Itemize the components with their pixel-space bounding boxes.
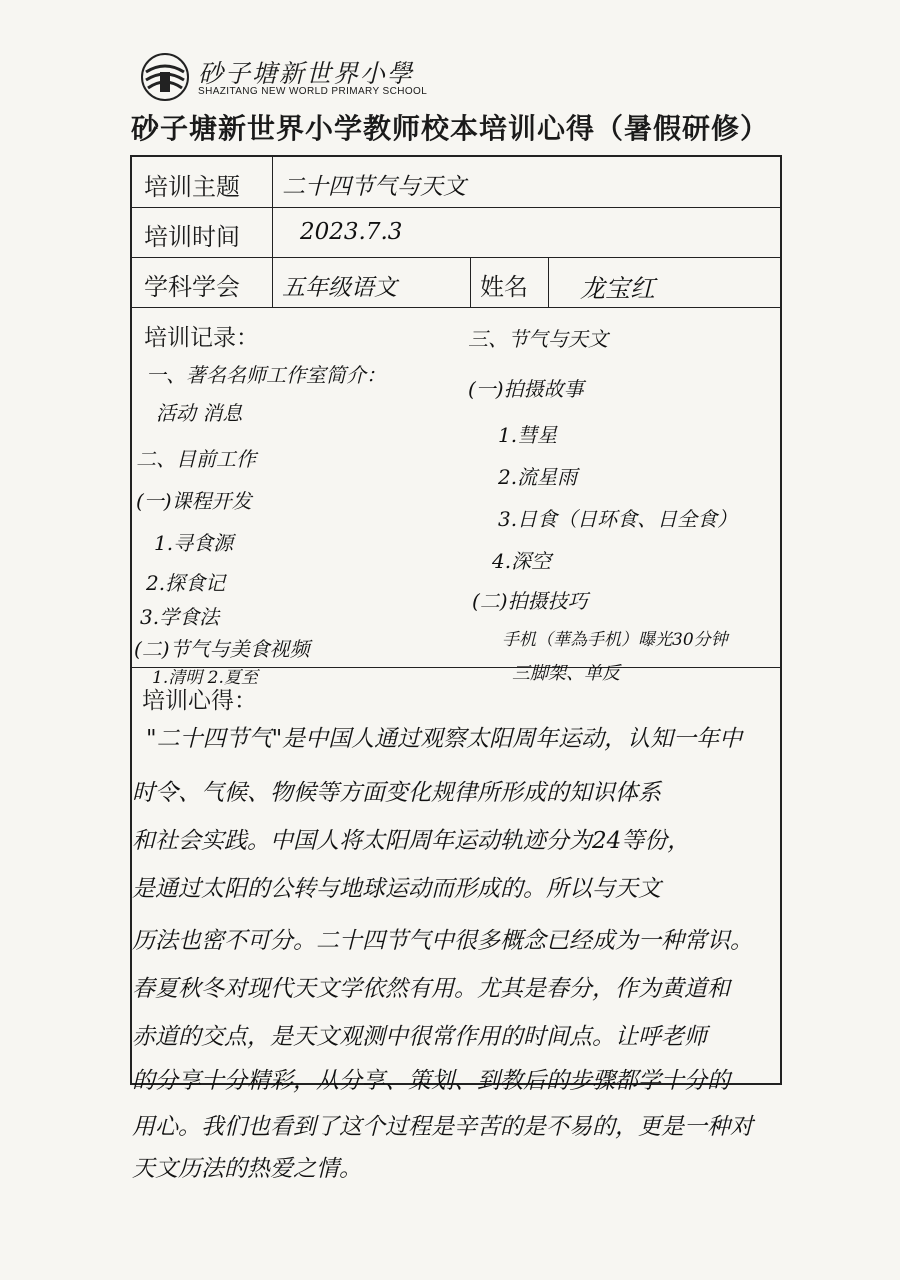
column-divider bbox=[272, 157, 273, 307]
experience-line: 用心。我们也看到了这个过程是辛苦的是不易的，更是一种对 bbox=[132, 1114, 753, 1140]
record-line: (二)拍摄技巧 bbox=[472, 589, 588, 613]
school-header bbox=[140, 48, 500, 108]
time-value: 2023.7.3 bbox=[300, 219, 403, 245]
record-line: 1.寻食源 bbox=[154, 531, 234, 555]
column-divider bbox=[548, 257, 549, 307]
record-line: (一)课程开发 bbox=[136, 489, 252, 513]
document-title: 砂子塘新世界小学教师校本培训心得（暑假研修） bbox=[130, 112, 769, 145]
record-label: 培训记录： bbox=[144, 325, 259, 351]
record-line: 4.深空 bbox=[492, 549, 552, 573]
row-divider bbox=[132, 207, 780, 208]
record-line: 1.彗星 bbox=[498, 423, 558, 447]
experience-line: 历法也密不可分。二十四节气中很多概念已经成为一种常识。 bbox=[132, 928, 753, 954]
record-line: 三脚架、单反 bbox=[512, 663, 620, 684]
row-divider bbox=[132, 307, 780, 308]
subject-value: 五年级语文 bbox=[282, 275, 397, 301]
experience-line: 时令、气候、物候等方面变化规律所形成的知识体系 bbox=[132, 780, 661, 806]
record-line: (二)节气与美食视频 bbox=[134, 637, 310, 661]
record-line: 一、著名名师工作室简介： bbox=[146, 363, 386, 387]
experience-line: 天文历法的热爱之情。 bbox=[132, 1156, 362, 1182]
record-line: 2.流星雨 bbox=[498, 465, 578, 489]
time-label: 培训时间 bbox=[144, 223, 240, 251]
experience-line: 赤道的交点，是天文观测中很常作用的时间点。让呼老师 bbox=[132, 1024, 707, 1050]
record-line: 1.清明 2.夏至 bbox=[152, 668, 258, 688]
subject-label: 学科学会 bbox=[144, 273, 240, 301]
record-line: 三、节气与天文 bbox=[468, 327, 608, 351]
school-name-cn: 砂子塘新世界小學 bbox=[198, 59, 415, 88]
experience-line: 和社会实践。中国人将太阳周年运动轨迹分为24等份， bbox=[132, 828, 691, 854]
experience-line: 春夏秋冬对现代天文学依然有用。尤其是春分，作为黄道和 bbox=[132, 976, 730, 1002]
experience-line: 的分享十分精彩，从分享、策划、到教后的步骤都学十分的 bbox=[132, 1068, 730, 1094]
topic-label: 培训主题 bbox=[144, 173, 240, 201]
experience-line: 是通过太阳的公转与地球运动而形成的。所以与天文 bbox=[132, 876, 661, 902]
school-name-en: SHAZITANG NEW WORLD PRIMARY SCHOOL bbox=[198, 86, 428, 97]
record-line: 活动 消息 bbox=[156, 401, 243, 425]
column-divider bbox=[470, 257, 471, 307]
school-logo-icon bbox=[140, 52, 190, 102]
name-label: 姓名 bbox=[480, 273, 528, 301]
record-line: 3.学食法 bbox=[140, 605, 220, 629]
record-line: 手机（華為手机）曝光30分钟 bbox=[502, 630, 728, 650]
experience-line: "二十四节气"是中国人通过观察太阳周年运动，认知一年中 bbox=[146, 726, 743, 752]
record-line: 二、目前工作 bbox=[136, 447, 256, 471]
topic-value: 二十四节气与天文 bbox=[282, 174, 466, 200]
experience-label: 培训心得： bbox=[142, 688, 257, 714]
record-line: 3.日食（日环食、日全食） bbox=[498, 507, 738, 531]
row-divider bbox=[132, 257, 780, 258]
record-line: (一)拍摄故事 bbox=[468, 377, 584, 401]
record-line: 2.探食记 bbox=[146, 571, 226, 595]
name-value: 龙宝红 bbox=[580, 274, 656, 303]
